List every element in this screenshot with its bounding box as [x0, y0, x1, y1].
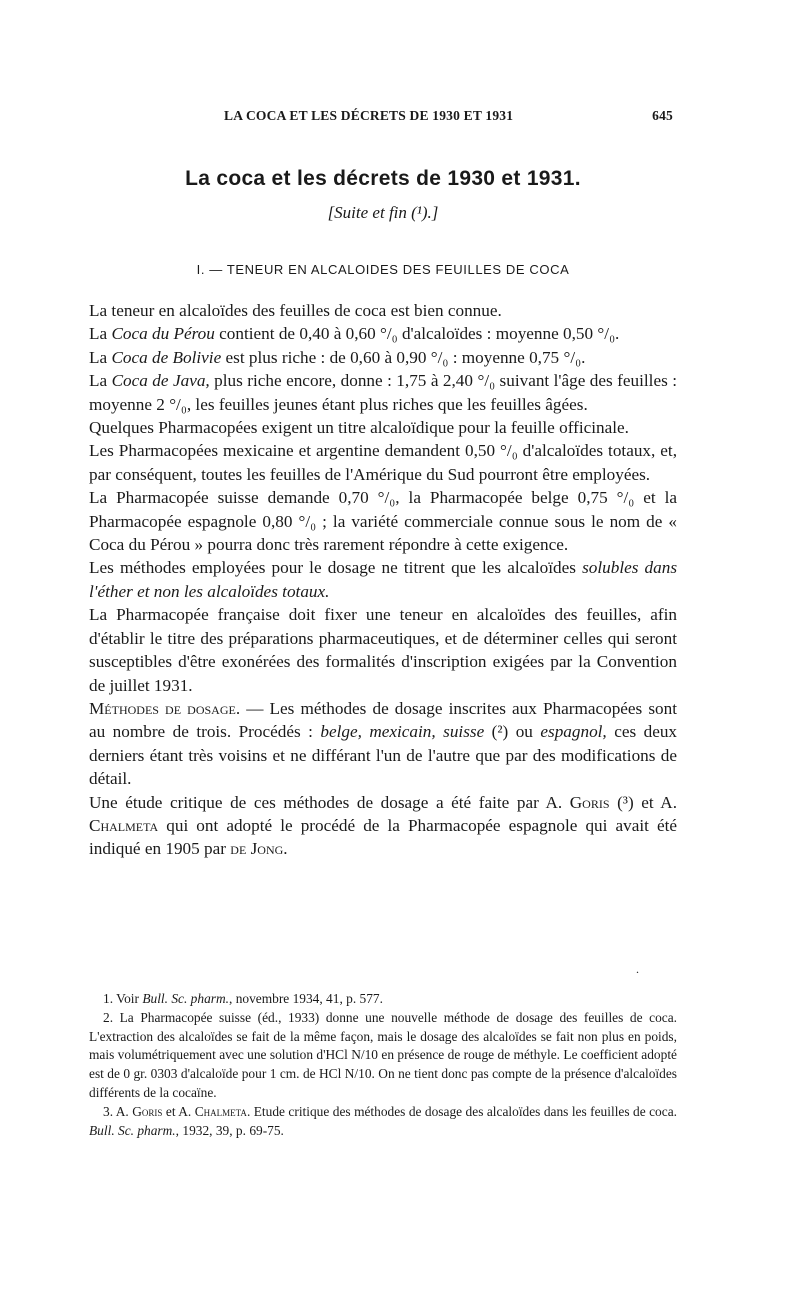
emphasis-procedes: belge, mexicain, suisse [320, 722, 485, 742]
paragraph-text: La Pharmacopée suisse demande 0,70 °/₀, la Pharmacopée belge 0,75 °/₀ et la Pharmacopée espagnole 0,80 °/₀ ; la variété commerciale connue sous le nom de « Coca du Pérou » pourra donc très rarement répondre à cette exigence. [89, 488, 677, 555]
emphasis-solubles: solubles dans l'éther et non les alcaloïdes totaux. [89, 558, 678, 601]
paragraph-text: La Pharmacopée française doit fixer une teneur en alcaloïdes des feuilles, afin d'établir le titre des préparations pharmaceutiques, et de déterminer celles qui seront susceptibles d'être exonérées des formalités d'inscription exigées par la Convention de juillet 1931. [89, 605, 677, 695]
footnote-1 [89, 990, 677, 1009]
article-subtitle: [Suite et fin (¹).] [327, 203, 439, 222]
paragraph-9 [89, 603, 677, 697]
paragraph-text: . [283, 839, 288, 859]
paragraph-7 [89, 486, 677, 556]
paragraph-2 [89, 322, 677, 345]
footnote-text: 1. Voir [103, 991, 143, 1006]
paragraph-6 [89, 439, 677, 486]
paragraph-text: La [89, 347, 112, 367]
footnote-text: . Etude critique des méthodes de dosage des alcaloïdes dans les feuilles de coca. [246, 1103, 677, 1119]
footnote-3 [89, 1103, 677, 1141]
paragraph-text: Les méthodes employées pour le dosage ne titrent que les alcaloïdes [89, 558, 583, 578]
footnote-text: , novembre 1934, 41, p. 577. [229, 991, 383, 1006]
emphasis-espagnol: espagnol, [540, 722, 607, 742]
footnote-2 [89, 1009, 677, 1103]
author-chalmeta: Chalmeta [89, 815, 159, 835]
emphasis-coca-java: Coca de Java, [111, 371, 210, 391]
body-text [89, 299, 677, 861]
footnote-text: 3. A. [103, 1103, 133, 1119]
section-heading: I. — TENEUR EN ALCALOIDES DES FEUILLES DE COCA [196, 262, 570, 277]
paragraph-text: qui ont adopté le procédé de la Pharmacopée espagnole qui avait été indiqué en 1905 par [89, 815, 677, 859]
paragraph-text: La [89, 324, 112, 344]
footnote-text: 2. La Pharmacopée suisse (éd., 1933) donne une nouvelle méthode de dosage des feuilles de coca. L'extraction des alcaloïdes se fait de la même façon, mais le dosage des alcaloïdes se fait non plus en poids, mais volumétriquement avec une solution d'HCl N/10 en présence de rouge de méthyle. Le coefficient adopté est de 0 gr. 0303 d'alcaloïde pour 1 cm. de HCl N/10. On ne tient donc pas compte de la présence d'alcaloïdes différents de la cocaïne. [89, 1009, 677, 1100]
footnotes [89, 990, 677, 1140]
paragraph-4 [89, 369, 677, 416]
paragraph-text: plus riche encore, donne : 1,75 à 2,40 °/₀ suivant l'âge des feuilles : moyenne 2 °/₀, les feuilles jeunes étant plus riches que les feuilles âgées. [89, 371, 677, 414]
paragraph-text: Les Pharmacopées mexicaine et argentine demandent 0,50 °/₀ d'alcaloïdes totaux, et, par conséquent, toutes les feuilles de l'Amérique du Sud pourront être employées. [89, 441, 677, 484]
footnote-author-goris: Goris [132, 1103, 163, 1119]
paragraph-text: Quelques Pharmacopées exigent un titre alcaloïdique pour la feuille officinale. [89, 418, 629, 438]
paragraph-10 [89, 697, 677, 791]
footnote-text: et A. [162, 1103, 195, 1119]
author-goris: Goris [569, 792, 610, 812]
methodes-heading: Méthodes de dosage. [89, 698, 241, 718]
paragraph-text: ces deux derniers étant très voisins et ne différant l'un de l'autre que par des modifications de détail. [89, 722, 678, 789]
article-title: La coca et les décrets de 1930 et 1931. [185, 167, 581, 190]
paragraph-text: La teneur en alcaloïdes des feuilles de coca est bien connue. [89, 301, 502, 320]
paragraph-text: La [89, 371, 112, 391]
emphasis-coca-bolivie: Coca de Bolivie [111, 347, 222, 367]
paragraph-text: (³) et A. [609, 792, 677, 812]
paragraph-text: — Les méthodes de dosage inscrites aux Pharmacopées sont au nombre de trois. Procédés : [89, 698, 677, 742]
paragraph-5 [89, 416, 677, 439]
paragraph-text: Une étude critique de ces méthodes de dosage a été faite par A. [89, 792, 570, 812]
author-de-jong: de Jong [230, 839, 284, 859]
footnote-author-chalmeta: Chalmeta [194, 1103, 247, 1119]
paragraph-11 [89, 791, 677, 861]
page-number: 645 [652, 108, 673, 123]
paragraph-8 [89, 556, 677, 603]
footnote-journal: Bull. Sc. pharm. [89, 1122, 176, 1138]
paragraph-1 [89, 299, 677, 322]
stray-mark: . [636, 962, 639, 976]
footnote-text: , 1932, 39, p. 69-75. [175, 1122, 284, 1138]
paragraph-text: contient de 0,40 à 0,60 °/₀ d'alcaloïdes : moyenne 0,50 °/₀. [214, 324, 620, 344]
paragraph-text: (²) ou [484, 722, 541, 742]
footnote-journal: Bull. Sc. pharm. [142, 991, 229, 1006]
emphasis-coca-perou: Coca du Pérou [111, 324, 215, 344]
paragraph-text: est plus riche : de 0,60 à 0,90 °/₀ : moyenne 0,75 °/₀. [221, 347, 586, 367]
paragraph-3 [89, 346, 677, 369]
running-title: LA COCA ET LES DÉCRETS DE 1930 ET 1931 [224, 108, 514, 123]
